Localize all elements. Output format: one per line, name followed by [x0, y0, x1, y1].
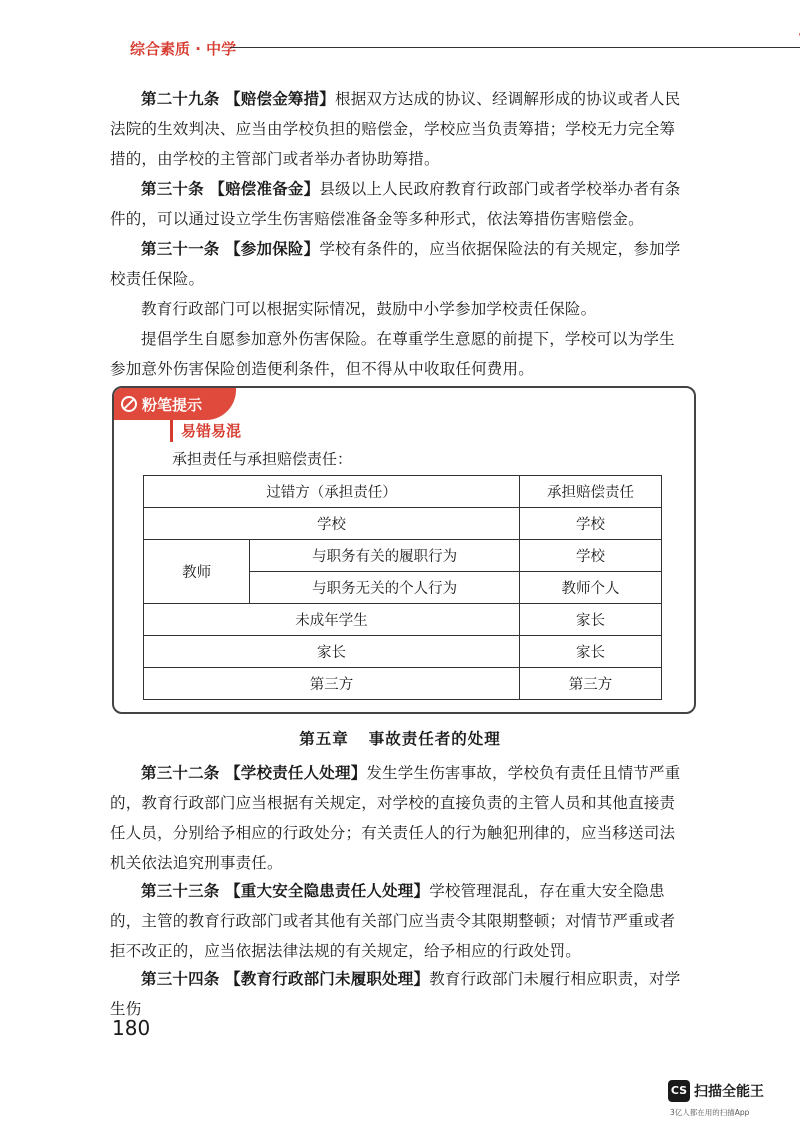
article-31-label: 第三十一条 【参加保险】 — [141, 240, 320, 258]
chapter-title: 事故责任者的处理 — [368, 730, 501, 748]
table-cell: 第三方 — [144, 668, 520, 700]
table-cell: 学校 — [520, 540, 662, 572]
page-number: 180 — [112, 1016, 151, 1040]
article-31-text: 学校有条件的，应当依据保险法的有关规定，参加学校责任保险。 — [110, 240, 681, 288]
article-30-label: 第三十条 【赔偿准备金】 — [141, 180, 320, 198]
article-33 — [110, 876, 690, 966]
table-cell: 学校 — [144, 508, 520, 540]
article-31-para-2: 教育行政部门可以根据实际情况，鼓励中小学参加学校责任保险。 — [141, 300, 597, 318]
table-cell: 家长 — [520, 636, 662, 668]
header-rule — [230, 47, 800, 48]
article-34 — [110, 964, 690, 1024]
table-cell: 教师个人 — [520, 572, 662, 604]
tip-tab — [114, 388, 236, 420]
table-header-row — [144, 476, 662, 508]
scanner-logo: CS — [668, 1080, 690, 1102]
article-32 — [110, 758, 690, 878]
table-row — [144, 540, 662, 572]
table-header: 过错方（承担责任） — [144, 476, 520, 508]
article-29 — [110, 84, 690, 174]
running-header — [130, 30, 690, 60]
scanner-name: 扫描全能王 — [694, 1084, 764, 1100]
table-cell: 与职务有关的履职行为 — [250, 540, 520, 572]
table-header: 承担赔偿责任 — [520, 476, 662, 508]
article-30 — [110, 174, 690, 234]
article-33-text: 学校管理混乱，存在重大安全隐患的，主管的教育行政部门或者其他有关部门应当责令其限期整顿；对情节严重或者拒不改正的，应当依据法律法规的有关规定，给予相应的行政处罚。 — [110, 882, 676, 960]
table-cell: 教师 — [144, 540, 250, 604]
article-31 — [110, 234, 690, 294]
tip-label: 易错易混 — [170, 420, 241, 442]
article-32-text: 发生学生伤害事故，学校负有责任且情节严重的，教育行政部门应当根据有关规定，对学校的直接负责的主管人员和其他直接责任人员，分别给予相应的行政处分；有关责任人的行为触犯刑律的，应当移送司法机关依法追究刑事责任。 — [110, 764, 681, 872]
chapter-number: 第五章 — [299, 730, 349, 748]
table-cell: 家长 — [520, 604, 662, 636]
table-row — [144, 508, 662, 540]
no-sign-icon — [121, 396, 137, 412]
header-title: 综合素质 · 中学 — [130, 40, 237, 58]
tip-intro: 承担责任与承担赔偿责任： — [172, 450, 353, 468]
tip-title: 粉笔提示 — [142, 396, 203, 414]
article-32-label: 第三十二条 【学校责任人处理】 — [141, 764, 367, 782]
article-34-text: 教育行政部门未履行相应职责，对学生伤 — [110, 970, 681, 1018]
article-33-label: 第三十三条 【重大安全隐患责任人处理】 — [141, 882, 430, 900]
article-34-label: 第三十四条 【教育行政部门未履职处理】 — [141, 970, 430, 988]
table-cell: 学校 — [520, 508, 662, 540]
scanner-watermark — [668, 1080, 788, 1124]
table-row — [144, 636, 662, 668]
responsibility-table — [143, 475, 662, 700]
article-31-para-3: 提倡学生自愿参加意外伤害保险。在尊重学生意愿的前提下，学校可以为学生参加意外伤害保险创造便利条件，但不得从中收取任何费用。 — [110, 330, 675, 378]
table-row — [144, 604, 662, 636]
scanner-tagline: 3亿人都在用的扫描App — [670, 1108, 750, 1117]
table-cell: 第三方 — [520, 668, 662, 700]
article-30-text: 县级以上人民政府教育行政部门或者学校举办者有条件的，可以通过设立学生伤害赔偿准备金等多种形式，依法筹措伤害赔偿金。 — [110, 180, 681, 228]
table-cell: 家长 — [144, 636, 520, 668]
chapter-heading — [0, 727, 800, 749]
article-29-text: 根据双方达成的协议、经调解形成的协议或者人民法院的生效判决、应当由学校负担的赔偿金，学校应当负责筹措；学校无力完全筹措的，由学校的主管部门或者举办者协助筹措。 — [110, 90, 681, 168]
table-cell: 与职务无关的个人行为 — [250, 572, 520, 604]
table-cell: 未成年学生 — [144, 604, 520, 636]
article-29-label: 第二十九条 【赔偿金筹措】 — [141, 90, 335, 108]
table-row — [144, 668, 662, 700]
